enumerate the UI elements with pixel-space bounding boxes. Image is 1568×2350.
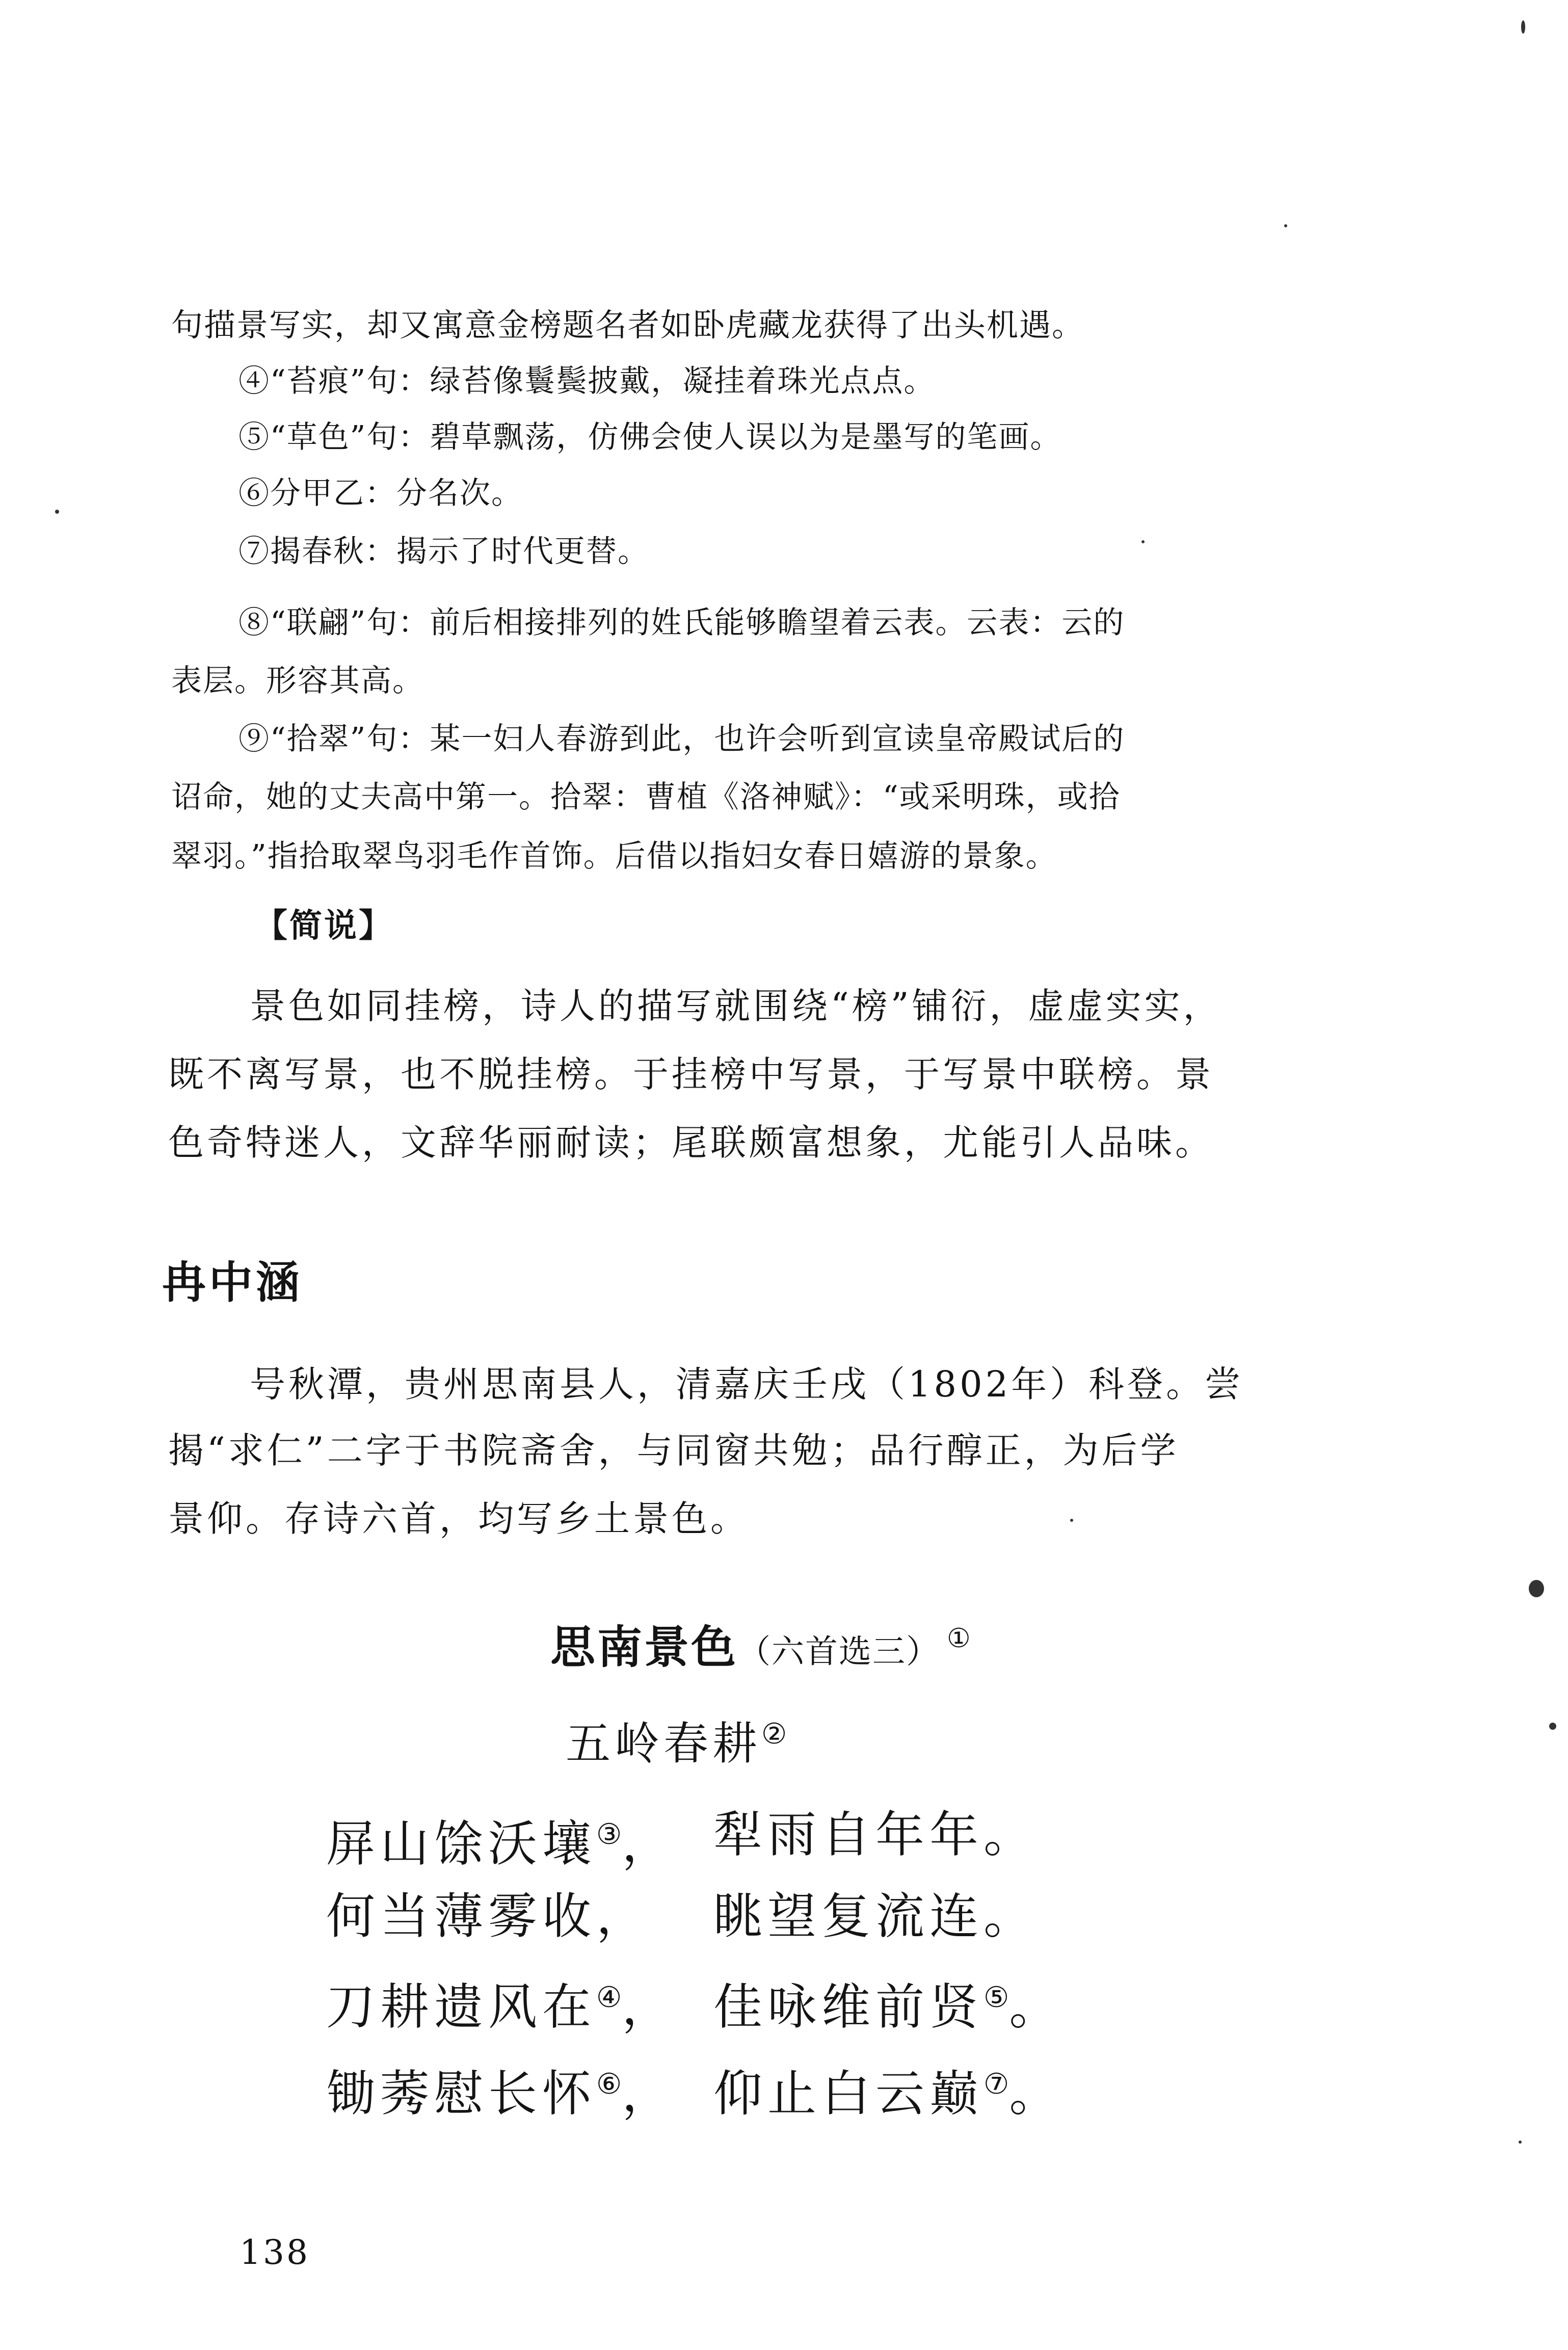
verse-3-second (713, 1967, 1063, 2038)
verse-2-second (713, 1886, 1038, 1947)
poem-title (550, 1610, 973, 1680)
verse-4-comma: ， (622, 2065, 676, 2122)
note-8-line2: 表层。形容其高。 (171, 663, 424, 699)
verse-1-comma: ， (622, 1815, 676, 1872)
note-9-line3: 翠羽。”指拾取翠鸟羽毛作首饰。后借以指妇女春日嬉游的景象。 (171, 838, 1057, 874)
verse-2-period: 。 (984, 1888, 1038, 1945)
verse-4-period: 。 (1009, 2065, 1064, 2122)
scan-speck (1519, 2141, 1522, 2144)
commentary-line-1: 景色如同挂榜，诗人的描写就围绕“榜”铺衍，虚虚实实， (250, 985, 1222, 1027)
poem-title-note: （六首选三） (738, 1633, 940, 1671)
note-9-line2: 诏命，她的丈夫高中第一。拾翠：曹植《洛神赋》：“或采明珠，或拾 (171, 779, 1121, 815)
poem-sub-title (566, 1706, 787, 1772)
verse-1-first-mark: ③ (596, 1818, 622, 1851)
scan-speck (55, 510, 59, 514)
verse-4-first-mark: ⑥ (596, 2068, 622, 2101)
verse-4-second-mark: ⑦ (984, 2068, 1009, 2101)
verse-3-first-mark: ④ (596, 1981, 622, 2014)
verse-1 (326, 1804, 676, 1874)
author-bio-line-2: 揭“求仁”二字于书院斋舍，与同窗共勉；品行醇正，为后学 (168, 1430, 1179, 1471)
scan-speck (1284, 224, 1287, 227)
verse-3-comma: ， (622, 1978, 676, 2036)
note-4: ④“苔痕”句：绿苔像鬟鬓披戴，凝挂着珠光点点。 (238, 363, 936, 399)
page-number: 138 (240, 2233, 310, 2272)
verse-1-second (713, 1804, 1038, 1865)
poem-sub-title-text: 五岭春耕 (566, 1717, 762, 1770)
verse-1-first-half: 屏山馀沃壤 (326, 1815, 596, 1872)
author-bio-line-1: 号秋潭，贵州思南县人，清嘉庆壬戌（1802年）科登。尝 (250, 1363, 1244, 1405)
verse-4-second (713, 2054, 1063, 2124)
verse-3 (326, 1967, 676, 2038)
note-continuation: 句描景写实，却又寓意金榜题名者如卧虎藏龙获得了出头机遇。 (171, 306, 1085, 344)
scan-speck (1141, 540, 1145, 543)
verse-2-second-half: 眺望复流连 (713, 1888, 984, 1945)
verse-4 (326, 2054, 676, 2124)
author-name: 冉中涵 (162, 1257, 303, 1308)
note-9-line1: ⑨“拾翠”句：某一妇人春游到此，也许会听到宣读皇帝殿试后的 (238, 721, 1125, 757)
poem-title-text: 思南景色 (550, 1620, 738, 1674)
note-8-line1: ⑧“联翩”句：前后相接排列的姓氏能够瞻望着云表。云表：云的 (238, 605, 1125, 641)
verse-4-first-half: 锄莠慰长怀 (326, 2065, 596, 2122)
note-7: ⑦揭春秋：揭示了时代更替。 (238, 534, 649, 569)
scan-speck (1070, 1519, 1073, 1522)
scan-speck (1529, 1580, 1544, 1597)
verse-1-period: 。 (984, 1806, 1038, 1863)
verse-3-first-half: 刀耕遗风在 (326, 1978, 596, 2036)
note-5: ⑤“草色”句：碧草飘荡，仿佛会使人误以为是墨写的笔画。 (238, 419, 1062, 455)
verse-3-second-mark: ⑤ (984, 1981, 1009, 2014)
commentary-line-3: 色奇特迷人，文辞华丽耐读；尾联颇富想象，尤能引人品味。 (168, 1122, 1214, 1164)
author-bio-line-3: 景仰。存诗六首，均写乡土景色。 (168, 1498, 749, 1540)
verse-2 (326, 1886, 650, 1947)
scan-speck (1549, 1723, 1556, 1730)
verse-2-comma: ， (596, 1888, 650, 1945)
commentary-heading: 【简说】 (255, 907, 393, 945)
verse-3-period: 。 (1009, 1978, 1064, 2036)
note-6: ⑥分甲乙：分名次。 (238, 476, 523, 511)
verse-4-second-half: 仰止白云巅 (713, 2065, 984, 2122)
poem-sub-title-footnote-mark: ② (761, 1718, 787, 1751)
scan-speck (1521, 20, 1525, 34)
verse-3-second-half: 佳咏维前贤 (713, 1978, 984, 2036)
verse-2-first-half: 何当薄雾收 (326, 1888, 596, 1945)
verse-1-second-half: 犁雨自年年 (713, 1806, 984, 1863)
commentary-line-2: 既不离写景，也不脱挂榜。于挂榜中写景，于写景中联榜。景 (168, 1053, 1214, 1095)
poem-title-footnote-mark: ① (947, 1623, 973, 1654)
